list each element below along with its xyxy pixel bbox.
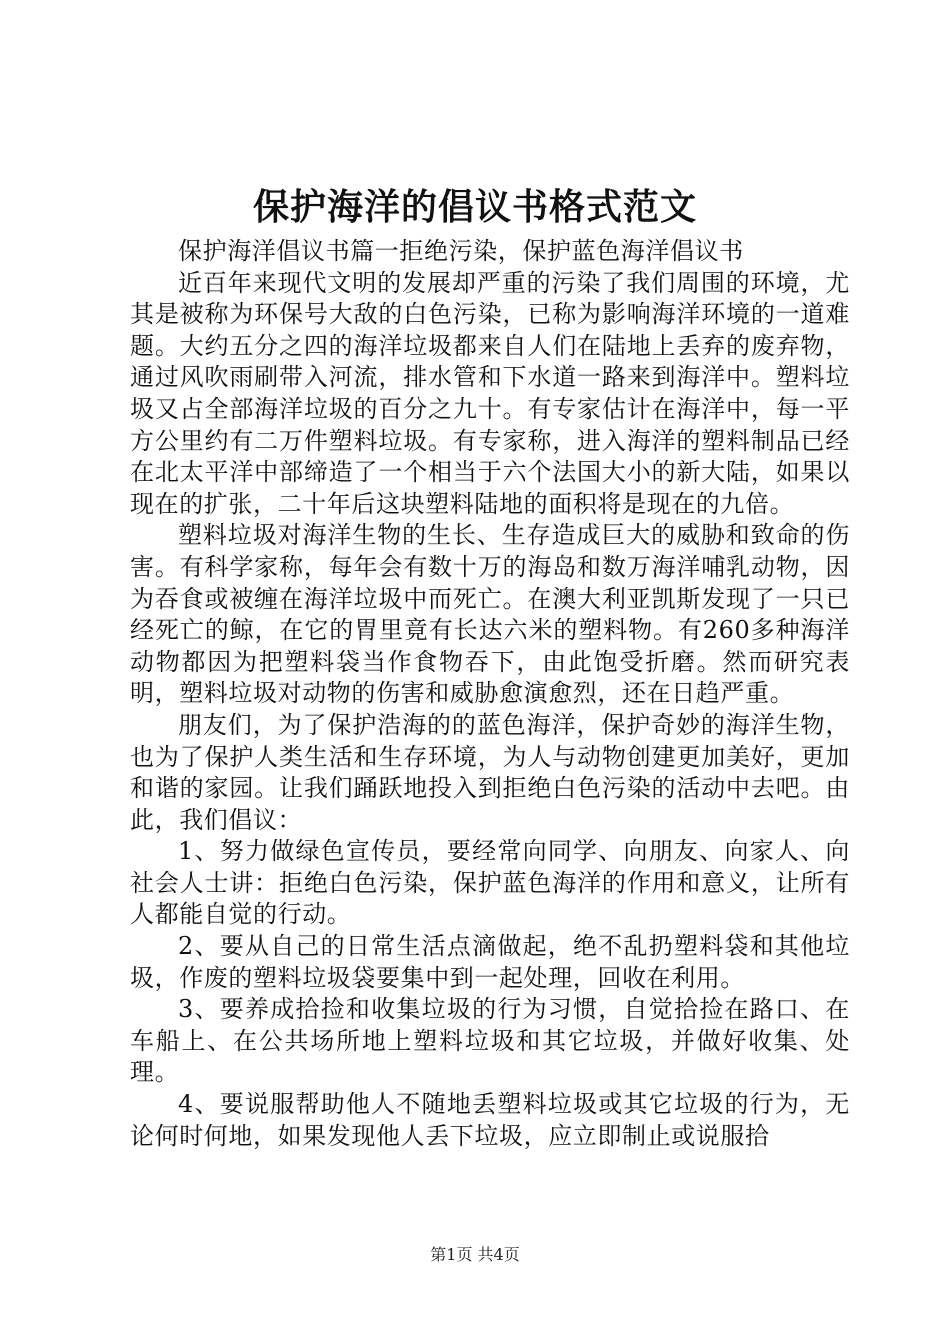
document-body xyxy=(130,236,850,1152)
page-footer: 第1页 共4页 xyxy=(430,1245,520,1264)
proposal-item-2: 2、要从自己的日常生活点滴做起，绝不乱扔塑料袋和其他垃圾，作废的塑料垃圾袋要集中到一起处理，回收在利用。 xyxy=(130,932,850,992)
appeal-paragraph: 朋友们，为了保护浩海的的蓝色海洋，保护奇妙的海洋生物，也为了保护人类生活和生存环境，为人与动物创建更加美好，更加和谐的家园。让我们踊跃地投入到拒绝白色污染的活动中去吧。由此，我们倡议： xyxy=(130,710,850,834)
proposal-item-3: 3、要养成拾捡和收集垃圾的行为习惯，自觉拾捡在路口、在车船上、在公共场所地上塑料垃圾和其它垃圾，并做好收集、处理。 xyxy=(130,995,850,1087)
intro-paragraph: 近百年来现代文明的发展却严重的污染了我们周围的环境，尤其是被称为环保号大敌的白色污染，已称为影响海洋环境的一道难题。大约五分之四的海洋垃圾都来自人们在陆地上丢弃的废弃物，通过风吹雨刷带入河流，排水管和下水道一路来到海洋中。塑料垃圾又占全部海洋垃圾的百分之九十。有专家估计在海洋中，每一平方公里约有二万件塑料垃圾。有专家称，进入海洋的塑料制品已经在北太平洋中部缔造了一个相当于六个法国大小的新大陆，如果以现在的扩张，二十年后这块塑料陆地的面积将是现在的九倍。 xyxy=(130,268,850,518)
document-title: 保护海洋的倡议书格式范文 xyxy=(252,186,697,228)
proposal-item-4: 4、要说服帮助他人不随地丢塑料垃圾或其它垃圾的行为，无论何时何地，如果发现他人丢下垃圾，应立即制止或说服拾 xyxy=(130,1090,850,1150)
proposal-item-1: 1、努力做绿色宣传员，要经常向同学、向朋友、向家人、向社会人士讲：拒绝白色污染，保护蓝色海洋的作用和意义，让所有人都能自觉的行动。 xyxy=(130,837,850,929)
subtitle-paragraph: 保护海洋倡议书篇一拒绝污染，保护蓝色海洋倡议书 xyxy=(178,237,744,265)
harm-paragraph: 塑料垃圾对海洋生物的生长、生存造成巨大的威胁和致命的伤害。有科学家称，每年会有数十万的海岛和数万海洋哺乳动物，因为吞食或被缠在海洋垃圾中而死亡。在澳大利亚凯斯发现了一只已经死亡的鲸，在它的胃里竟有长达六米的塑料物。有260多种海洋动物都因为把塑料袋当作食物吞下，由此饱受折磨。然而研究表明，塑料垃圾对动物的伤害和威胁愈演愈烈，还在日趋严重。 xyxy=(130,521,850,708)
